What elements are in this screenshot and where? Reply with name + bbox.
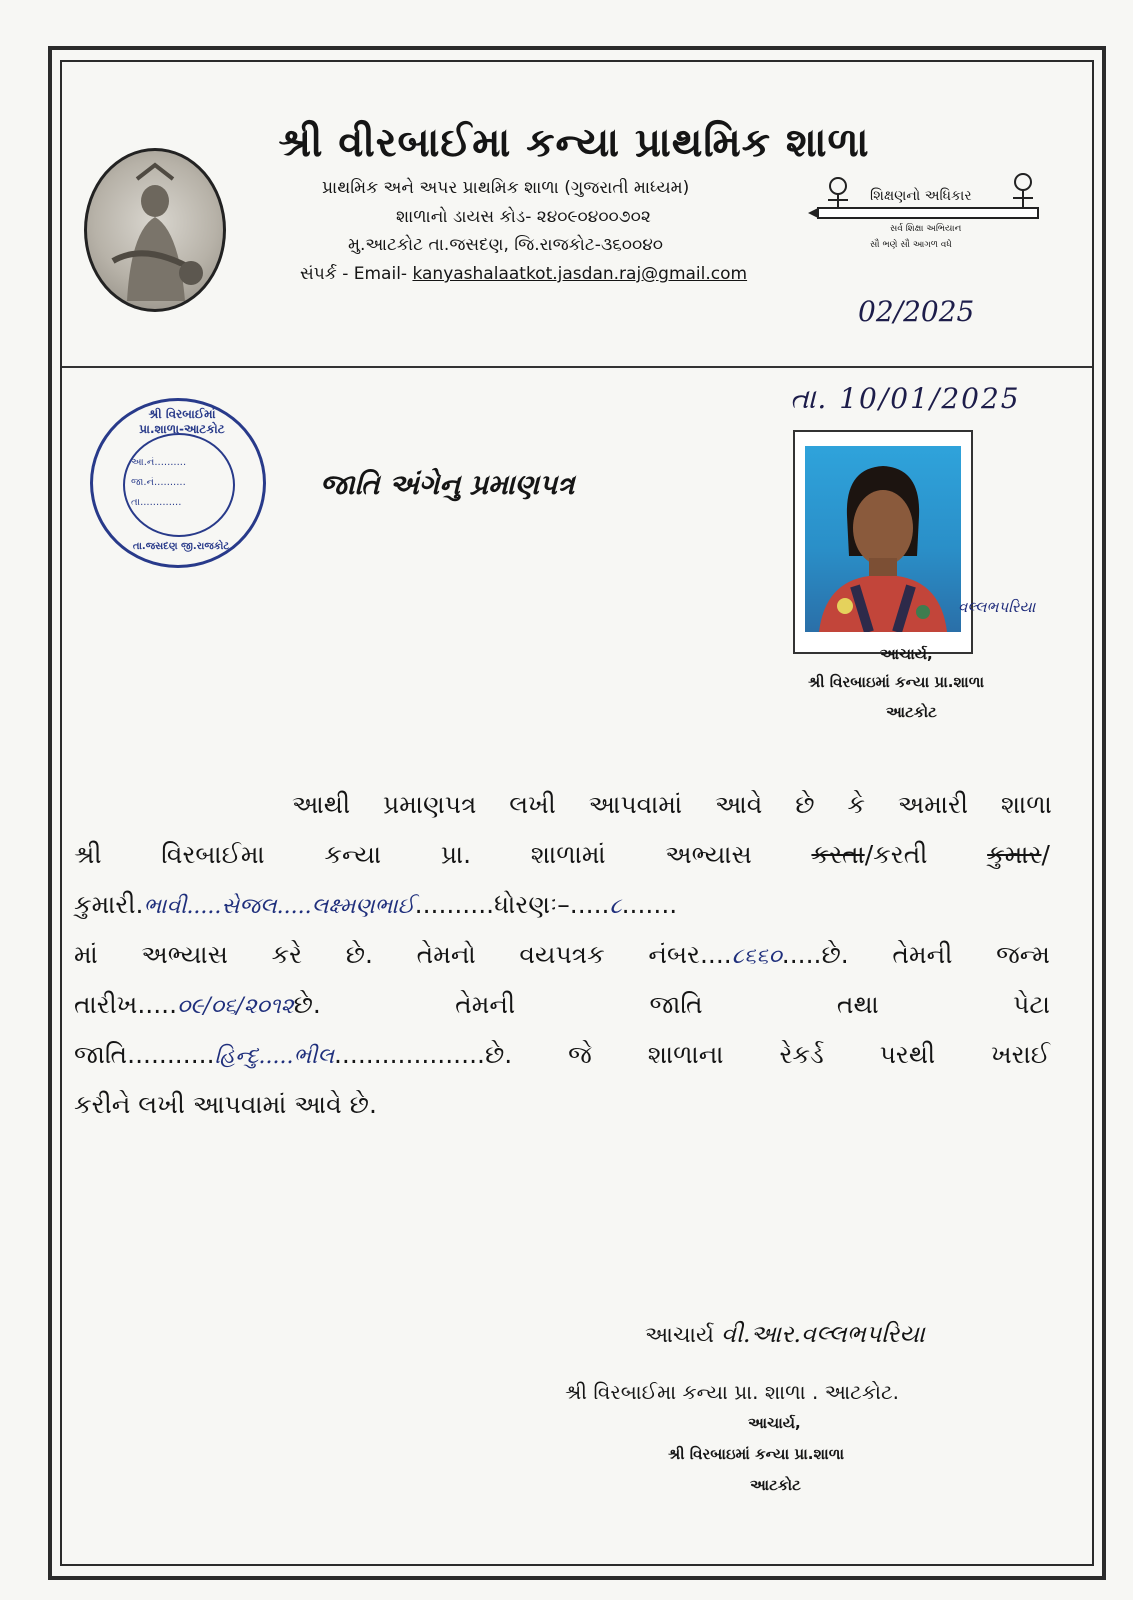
rte-subtitle-1: સર્વ શિક્ષા અભિયાન: [890, 224, 962, 234]
body-word: શાળાના: [647, 1040, 724, 1069]
body-word: છે: [795, 790, 815, 819]
struck-word-kumar: કુમાર: [987, 840, 1042, 869]
stamp-row-date: તા.............: [131, 497, 182, 508]
rte-logo: [808, 172, 1048, 262]
contact-label: સંપર્ક - Email-: [300, 264, 408, 284]
body-word: કન્યા: [324, 840, 382, 869]
principal-signature-line: [645, 1320, 925, 1348]
body-word: જે: [568, 1040, 592, 1069]
footer-school-line: શ્રી વિરબાઈમા કન્યા પ્રા. શાળા . આટકોટ.: [565, 1380, 899, 1404]
dise-code: શાળાનો ડાયસ કોડ- ૨૪૦૯૦૪૦૦૭૦૨: [396, 207, 651, 227]
body-word: તેમની: [455, 990, 516, 1019]
slash: /: [1041, 840, 1050, 869]
body-word: શાળા: [1000, 790, 1052, 819]
signature-label: આચાર્ય: [645, 1323, 714, 1348]
photo-signature: વલ્લભપરિયા: [958, 598, 1036, 616]
body-word: રેકર્ડ: [779, 1040, 824, 1069]
body-word: વયપત્રક: [519, 940, 605, 969]
rte-title: શિક્ષણનો અધિકાર: [870, 188, 972, 204]
standard-label: ધોરણઃ–.....: [494, 890, 610, 919]
body-line-5: [74, 990, 1050, 1020]
student-name: ભાવી.....સેજલ.....લક્ષ્મણભાઈ: [143, 894, 415, 919]
standard-value: ૮: [609, 894, 622, 919]
principal-stamp-title: આચાર્ય,: [880, 645, 933, 663]
body-word: લખી: [509, 790, 556, 819]
student-photo: [805, 446, 961, 632]
footer-stamp-title: આચાર્ય,: [748, 1414, 801, 1432]
body-word: આવે: [714, 790, 763, 819]
body-word: .....છે.: [781, 940, 849, 969]
principal-stamp-place: આટકોટ: [886, 703, 937, 721]
dotted-fill: .......: [621, 890, 678, 919]
body-word: છે.: [293, 990, 321, 1019]
saraswati-emblem-icon: [84, 148, 226, 312]
body-word: આપવામાં: [588, 790, 683, 819]
school-round-stamp: [90, 398, 266, 568]
reference-number: 02/2025: [858, 295, 975, 328]
stamp-row-outward: જા.નં..........: [131, 477, 186, 488]
body-word: પ્રા.: [440, 840, 472, 869]
body-word: તેમની: [892, 940, 953, 969]
issue-date: તા. 10/01/2025: [790, 382, 1021, 415]
body-word: શાળામાં: [530, 840, 606, 869]
contact-line: [300, 264, 747, 284]
principal-stamp-school: શ્રી વિરબાઇમાં કન્યા પ્રા.શાળા: [808, 673, 985, 691]
footer-stamp-school: શ્રી વિરબાઇમાં કન્યા પ્રા.શાળા: [668, 1445, 845, 1463]
body-word: શ્રી: [74, 840, 102, 869]
gender-verb: [811, 840, 927, 870]
dotted-fill: ..........: [414, 890, 495, 919]
footer-stamp-place: આટકોટ: [750, 1476, 801, 1494]
body-word: વિરબાઈમા: [161, 840, 265, 869]
school-address: મુ.આટકોટ તા.જસદણ, જિ.રાજકોટ-૩૬૦૦૪૦: [348, 235, 664, 255]
body-word: અભ્યાસ: [141, 940, 228, 969]
school-type: પ્રાથમિક અને અપર પ્રાથમિક શાળા (ગુજરાતી માધ્યમ): [322, 178, 690, 198]
body-word: જાતિ: [649, 990, 703, 1019]
body-word: કુમારી.: [74, 890, 144, 919]
caste-label: જાતિ...........: [74, 1040, 215, 1069]
struck-word-masculine: કરતા: [811, 840, 865, 869]
body-word: અમારી: [897, 790, 969, 819]
birth-date-group: [74, 990, 321, 1020]
body-line-1: [292, 790, 1052, 820]
body-line-7: કરીને લખી આપવામાં આવે છે.: [74, 1090, 377, 1119]
body-word: પેટા: [1013, 990, 1050, 1019]
body-word: કે: [847, 790, 866, 819]
body-word: માં: [74, 940, 98, 969]
body-word: ખરાઈ: [991, 1040, 1050, 1069]
stamp-top-text: શ્રી વિરબાઈમાં પ્રા.શાળા-આટકોટ: [139, 407, 225, 436]
email-link[interactable]: kanyashalaatkot.jasdan.raj@gmail.com: [412, 264, 748, 284]
body-word: જન્મ: [996, 940, 1050, 969]
body-word: પરથી: [879, 1040, 936, 1069]
body-line-6: [74, 1040, 1050, 1070]
body-word: તથા: [836, 990, 879, 1019]
body-word: અભ્યાસ: [665, 840, 752, 869]
body-line-3: [74, 890, 1050, 920]
student-photo-frame: [793, 430, 973, 654]
gender-title: [987, 840, 1050, 870]
word-feminine: /કરતી: [864, 840, 928, 869]
document-title: જાતિ અંગેનુ પ્રમાણપત્ર: [320, 468, 575, 501]
register-label: નંબર....: [648, 940, 732, 969]
birth-date-label: તારીખ.....: [74, 990, 178, 1019]
body-word: આથી: [292, 790, 351, 819]
stamp-row-inward: આ.નં..........: [131, 457, 187, 468]
register-number: ૮૬૬૦: [731, 944, 782, 969]
school-name: શ્રી વીરબાઈમા કન્યા પ્રાથમિક શાળા: [278, 120, 870, 166]
body-word: કરે: [271, 940, 303, 969]
stamp-bottom-text: તા.જસદણ જી.રાજકોટ: [132, 541, 230, 552]
body-word: પ્રમાણપત્ર: [382, 790, 477, 819]
body-line-4: [74, 940, 1050, 970]
body-word: તેમનો: [416, 940, 476, 969]
register-number-group: [648, 940, 848, 970]
birth-date: ૦૯/૦૬/૨૦૧૨: [177, 994, 294, 1019]
body-word: છે.: [345, 940, 373, 969]
body-line-2: [74, 840, 1050, 870]
header-divider: [62, 366, 1092, 368]
caste-value: હિન્દુ.....ભીલ: [214, 1044, 334, 1069]
dotted-fill: ...................છે.: [333, 1040, 513, 1069]
principal-signature: વી.આર.વલ્લભપરિયા: [721, 1320, 925, 1348]
caste-group: [74, 1040, 512, 1070]
rte-subtitle-2: સૌ ભણે સૌ આગળ વધે: [870, 240, 952, 250]
